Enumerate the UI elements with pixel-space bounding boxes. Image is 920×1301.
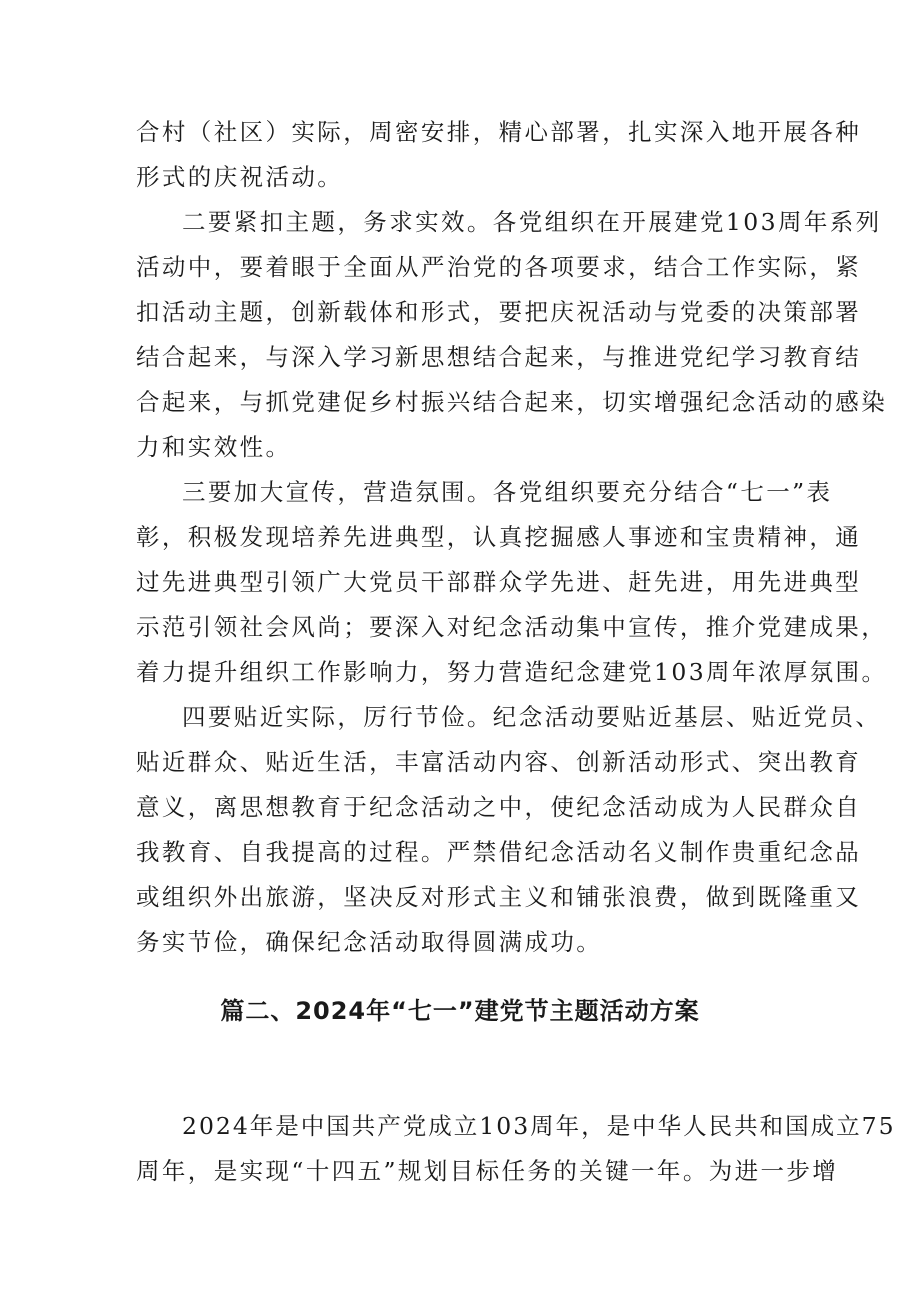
text-line: 合起来，与抓党建促乡村振兴结合起来，切实增强纪念活动的感染 <box>136 388 888 416</box>
section-heading: 篇二、2024年“七一”建党节主题活动方案 <box>220 997 700 1025</box>
text-line: 合村（社区）实际，周密安排，精心部署，扎实深入地开展各种 <box>136 118 862 146</box>
text-line: 力和实效性。 <box>136 433 292 461</box>
text-line: 着力提升组织工作影响力，努力营造纪念建党103周年浓厚氛围。 <box>136 658 888 686</box>
text-line: 周年，是实现“十四五”规划目标任务的关键一年。为进一步增 <box>136 1157 839 1185</box>
text-line: 活动中，要着眼于全面从严治党的各项要求，结合工作实际，紧 <box>136 253 862 281</box>
text-line: 彰，积极发现培养先进典型，认真挖掘感人事迹和宝贵精神，通 <box>136 523 862 551</box>
text-line: 我教育、自我提高的过程。严禁借纪念活动名义制作贵重纪念品 <box>136 838 862 866</box>
paragraph-start-line: 二要紧扣主题，务求实效。各党组织在开展建党103周年系列 <box>182 208 882 236</box>
text-line: 贴近群众、贴近生活，丰富活动内容、创新活动形式、突出教育 <box>136 748 862 776</box>
paragraph-start-line: 四要贴近实际，厉行节俭。纪念活动要贴近基层、贴近党员、 <box>182 703 882 731</box>
text-line: 意义，离思想教育于纪念活动之中，使纪念活动成为人民群众自 <box>136 793 862 821</box>
text-line: 形式的庆祝活动。 <box>136 163 344 191</box>
text-line: 或组织外出旅游，坚决反对形式主义和铺张浪费，做到既隆重又 <box>136 883 862 911</box>
paragraph-start-line: 2024年是中国共产党成立103周年，是中华人民共和国成立75 <box>182 1112 896 1140</box>
text-line: 示范引领社会风尚；要深入对纪念活动集中宣传，推介党建成果， <box>136 613 888 641</box>
text-line: 过先进典型引领广大党员干部群众学先进、赶先进，用先进典型 <box>136 568 862 596</box>
text-line: 结合起来，与深入学习新思想结合起来，与推进党纪学习教育结 <box>136 343 862 371</box>
text-line: 务实节俭，确保纪念活动取得圆满成功。 <box>136 928 603 956</box>
paragraph-start-line: 三要加大宣传，营造氛围。各党组织要充分结合“七一”表 <box>182 478 833 506</box>
text-line: 扣活动主题，创新载体和形式，要把庆祝活动与党委的决策部署 <box>136 298 862 326</box>
